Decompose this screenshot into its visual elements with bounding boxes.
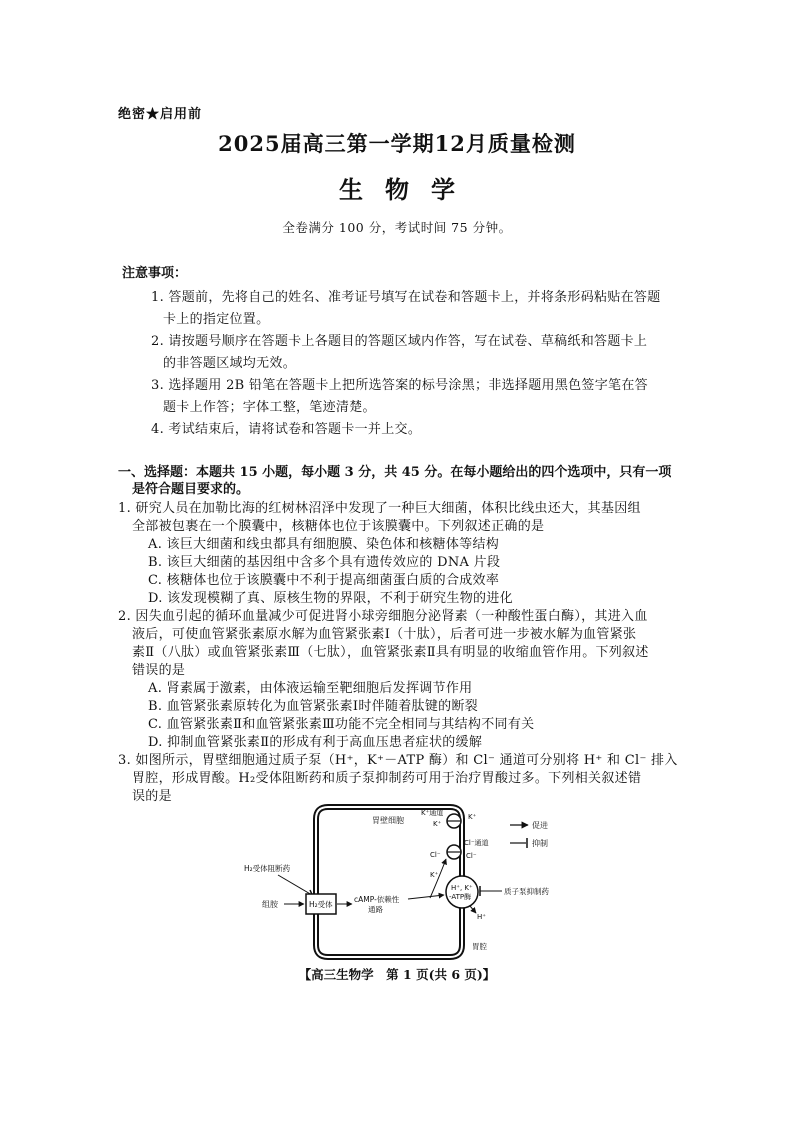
- q2-stem: 素Ⅱ（八肽）或血管紧张素Ⅲ（七肽），血管紧张素Ⅱ具有明显的收缩血管作用。下列叙述: [132, 645, 649, 660]
- k-pump-label: K⁺: [430, 871, 439, 879]
- q1-option-c: C. 核糖体也位于该膜囊中不利于提高细菌蛋白质的合成效率: [148, 573, 500, 588]
- page-footer: 【高三生物学 第 1 页(共 6 页)】: [298, 967, 496, 982]
- q2-option-a: A. 肾素属于激素，由体液运输至靶细胞后发挥调节作用: [148, 681, 473, 696]
- cl-in-label: Cl⁻: [430, 851, 441, 859]
- q3-stem: 胃腔，形成胃酸。H₂受体阻断药和质子泵抑制药可用于治疗胃酸过多。下列相关叙述错: [132, 771, 642, 786]
- exam-title: 2025届高三第一学期12月质量检测: [218, 131, 576, 156]
- section-heading-cont: 是符合题目要求的。: [132, 482, 250, 497]
- notice-heading: 注意事项：: [122, 266, 188, 281]
- camp-label: 通路: [368, 905, 383, 914]
- cell-membrane: [316, 807, 462, 957]
- h2-receptor-label: H₂受体: [309, 900, 333, 909]
- notice-item: 2. 请按题号顺序在答题卡上各题目的答题区域内作答，写在试卷、草稿纸和答题卡上: [151, 334, 648, 349]
- notice-item: 的非答题区域均无效。: [163, 356, 297, 371]
- k-out-label: K⁺: [468, 813, 477, 821]
- notice-item: 4. 考试结束后，请将试卷和答题卡一并上交。: [151, 422, 422, 437]
- section-heading: 一、选择题：本题共 15 小题，每小题 3 分，共 45 分。在每小题给出的四个选项中，只有一项: [118, 465, 672, 480]
- cl-out-label: Cl⁻: [466, 852, 477, 860]
- q3-stem: 3. 如图所示，胃壁细胞通过质子泵（H⁺，K⁺－ATP 酶）和 Cl⁻ 通道可分别将 H⁺ 和 Cl⁻ 排入: [118, 753, 678, 768]
- histamine-label: 组胺: [262, 900, 278, 909]
- q1-stem: 1. 研究人员在加勒比海的红树林沼泽中发现了一种巨大细菌，体积比线虫还大，其基因组: [118, 501, 641, 516]
- notice-item: 卡上的指定位置。: [163, 312, 270, 327]
- q1-stem: 全部被包裹在一个膜囊中，核糖体也位于该膜囊中。下列叙述正确的是: [132, 519, 545, 534]
- k-channel-label: K⁺通道: [421, 809, 444, 817]
- score-line: 全卷满分 100 分，考试时间 75 分钟。: [282, 220, 512, 235]
- subject-title: 生物学: [339, 175, 477, 204]
- camp-label: cAMP-依赖性: [354, 895, 400, 904]
- q2-stem: 液后，可使血管紧张素原水解为血管紧张素Ⅰ（十肽），后者可进一步被水解为血管紧张: [132, 627, 637, 642]
- q2-option-d: D. 抑制血管紧张素Ⅱ的形成有利于高血压患者症状的缓解: [148, 735, 483, 750]
- cell-label: 胃壁细胞: [372, 816, 404, 825]
- q1-option-a: A. 该巨大细菌和线虫都具有细胞膜、染色体和核糖体等结构: [148, 537, 500, 552]
- pump-label: H⁺, K⁺: [451, 884, 473, 892]
- proton-inhibitor-label: 质子泵抑制药: [504, 887, 549, 896]
- h-out-label: H⁺: [477, 913, 486, 921]
- lumen-label: 胃腔: [472, 942, 487, 951]
- pump-label: -ATP酶: [449, 893, 472, 901]
- gastric-cell-diagram: [240, 795, 600, 967]
- cl-channel-label: Cl⁻通道: [464, 839, 489, 847]
- k-in-label: K⁺: [433, 820, 442, 828]
- legend-inhibit: 抑制: [532, 839, 548, 848]
- notice-item: 1. 答题前，先将自己的姓名、准考证号填写在试卷和答题卡上，并将条形码粘贴在答题: [151, 290, 661, 305]
- q2-option-c: C. 血管紧张素Ⅱ和血管紧张素Ⅲ功能不完全相同与其结构不同有关: [148, 717, 535, 732]
- q1-option-d: D. 该发现模糊了真、原核生物的界限，不利于研究生物的进化: [148, 591, 513, 606]
- h2-blocker-label: H₂受体阻断药: [244, 864, 291, 873]
- legend-promote: 促进: [532, 821, 548, 830]
- q1-option-b: B. 该巨大细菌的基因组中含多个具有遗传效应的 DNA 片段: [148, 555, 501, 570]
- q2-stem: 错误的是: [132, 663, 186, 678]
- proton-pump-icon: [446, 876, 478, 908]
- notice-item: 3. 选择题用 2B 铅笔在答题卡上把所选答案的标号涂黑；非选择题用黑色签字笔在答: [151, 378, 648, 393]
- secret-label: 绝密★启用前: [118, 107, 203, 122]
- q2-stem: 2. 因失血引起的循环血量减少可促进肾小球旁细胞分泌肾素（一种酸性蛋白酶），其进入血: [118, 609, 648, 624]
- q2-option-b: B. 血管紧张素原转化为血管紧张素Ⅰ时伴随着肽键的断裂: [148, 699, 479, 714]
- notice-item: 题卡上作答；字体工整，笔迹清楚。: [163, 400, 376, 415]
- q3-stem: 误的是: [132, 789, 172, 804]
